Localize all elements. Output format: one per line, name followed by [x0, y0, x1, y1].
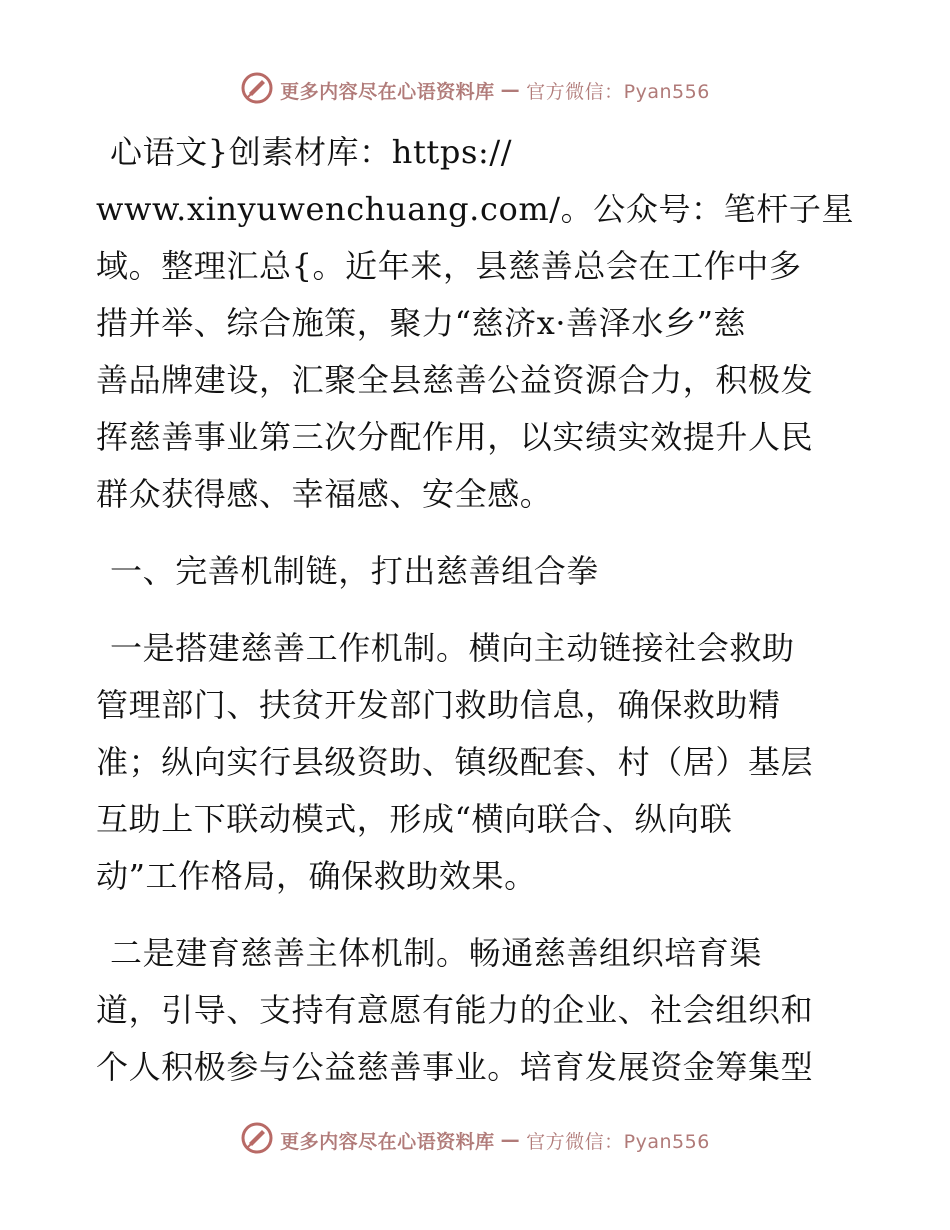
- text-line: 动”工作格局，确保救助效果。: [96, 857, 537, 895]
- text-line: 措并举、综合施策，聚力“慈济x·善泽水乡”慈: [96, 304, 747, 342]
- logo-icon: [240, 71, 274, 110]
- text-line: 管理部门、扶贫开发部门救助信息，确保救助精: [96, 686, 781, 724]
- text-line: www.xinyuwenchuang.com/。公众号：笔杆子星: [96, 190, 855, 228]
- header-watermark: [0, 70, 950, 110]
- text-line: 道，引导、支持有意愿有能力的企业、社会组织和: [96, 991, 814, 1029]
- watermark-contact: 官方微信：Pyan556: [526, 1130, 710, 1153]
- logo-icon: [240, 1121, 274, 1160]
- watermark-text: 更多内容尽在心语资料库: [280, 80, 495, 103]
- document-body: [96, 124, 856, 1096]
- watermark-dash: —: [500, 79, 521, 101]
- text-line: 域。整理汇总{。近年来，县慈善总会在工作中多: [96, 247, 802, 285]
- text-line: 善品牌建设，汇聚全县慈善公益资源合力，积极发: [96, 361, 814, 399]
- text-line: 群众获得感、幸福感、安全感。: [96, 475, 553, 513]
- text-line: 二是建育慈善主体机制。畅通慈善组织培育渠: [110, 934, 763, 972]
- watermark-text: 更多内容尽在心语资料库: [280, 1130, 495, 1153]
- watermark-contact: 官方微信：Pyan556: [526, 80, 710, 103]
- footer-watermark: [0, 1120, 950, 1160]
- text-line: 准；纵向实行县级资助、镇级配套、村（居）基层: [96, 743, 814, 781]
- text-line: 个人积极参与公益慈善事业。培育发展资金筹集型: [96, 1048, 814, 1086]
- watermark-dash: —: [500, 1129, 521, 1151]
- text-line: 挥慈善事业第三次分配作用，以实绩实效提升人民: [96, 418, 814, 456]
- text-line: 一是搭建慈善工作机制。横向主动链接社会救助: [110, 629, 795, 667]
- text-line: 互助上下联动模式，形成“横向联合、纵向联: [96, 800, 733, 838]
- text-line: 心语文}创素材库：https://: [110, 133, 513, 171]
- section-heading: 一、完善机制链，打出慈善组合拳: [110, 552, 600, 590]
